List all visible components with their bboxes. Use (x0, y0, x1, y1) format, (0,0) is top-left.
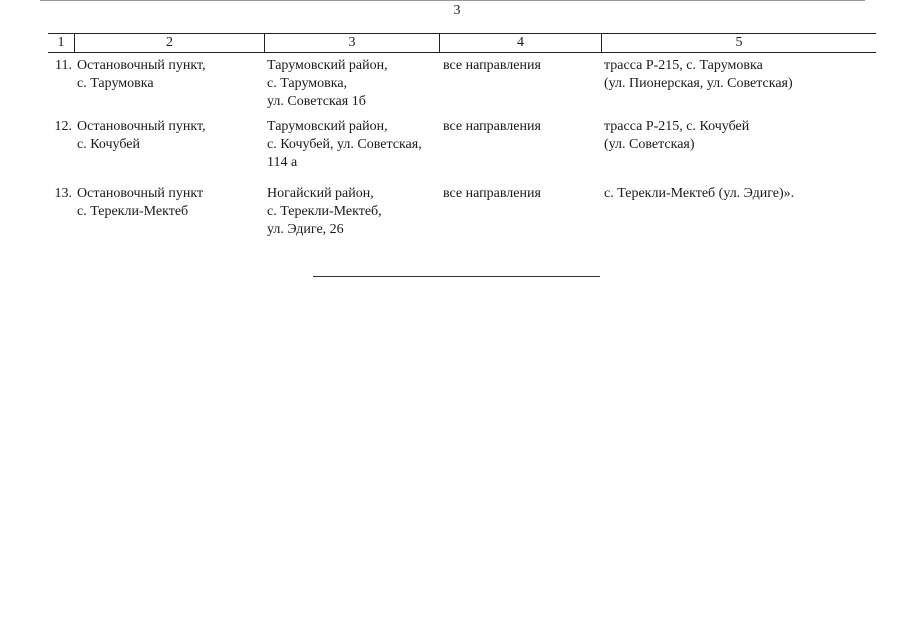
stop-name (77, 57, 262, 93)
stop-address-line: 114 а (267, 155, 298, 170)
page-number: 3 (453, 3, 461, 18)
stop-route-line: (ул. Советская) (604, 137, 695, 152)
stop-address-line: ул. Советская 1б (267, 94, 366, 109)
stop-address-line: с. Кочубей, ул. Советская, (267, 137, 422, 152)
stop-route-line: с. Терекли-Мектеб (ул. Эдиге)». (604, 186, 795, 201)
stop-address (267, 185, 439, 239)
stop-direction: все направления (443, 119, 541, 134)
stop-name (77, 185, 262, 221)
stop-address-line: ул. Эдиге, 26 (267, 222, 344, 237)
stop-address-line: Тарумовский район, (267, 119, 388, 134)
column-header-5: 5 (735, 35, 743, 50)
column-header-4: 4 (440, 34, 602, 52)
stop-address (267, 118, 439, 172)
stop-name-line: Остановочный пункт, (77, 119, 206, 134)
stop-name-line: с. Кочубей (77, 137, 140, 152)
stop-name-line: с. Тарумовка (77, 76, 154, 91)
stop-route-line: трасса Р-215, с. Тарумовка (604, 58, 763, 73)
stop-address-line: с. Тарумовка, (267, 76, 348, 91)
column-header-3: 3 (265, 34, 440, 52)
column-header-2: 2 (75, 34, 265, 52)
stop-name-line: с. Терекли-Мектеб (77, 204, 189, 219)
stop-route-line: трасса Р-215, с. Кочубей (604, 119, 750, 134)
table-header-row (48, 33, 876, 53)
row-number: 12. (54, 119, 72, 134)
stop-name (77, 118, 262, 154)
stop-direction: все направления (443, 186, 541, 201)
stop-name-line: Остановочный пункт (77, 186, 204, 201)
stop-address-line: Ногайский район, (267, 186, 374, 201)
stop-address-line: с. Терекли-Мектеб, (267, 204, 382, 219)
stop-route-line: (ул. Пионерская, ул. Советская) (604, 76, 793, 91)
stop-name-line: Остановочный пункт, (77, 58, 206, 73)
column-header-1: 1 (48, 34, 75, 52)
page-top-edge (40, 0, 865, 1)
end-of-document-rule (313, 276, 600, 277)
stop-address-line: Тарумовский район, (267, 58, 388, 73)
row-number: 11. (55, 58, 72, 73)
row-number: 13. (54, 186, 72, 201)
stop-route (604, 118, 876, 154)
stop-route (604, 57, 876, 93)
stop-route (604, 185, 876, 203)
stop-address (267, 57, 439, 111)
stop-direction: все направления (443, 58, 541, 73)
